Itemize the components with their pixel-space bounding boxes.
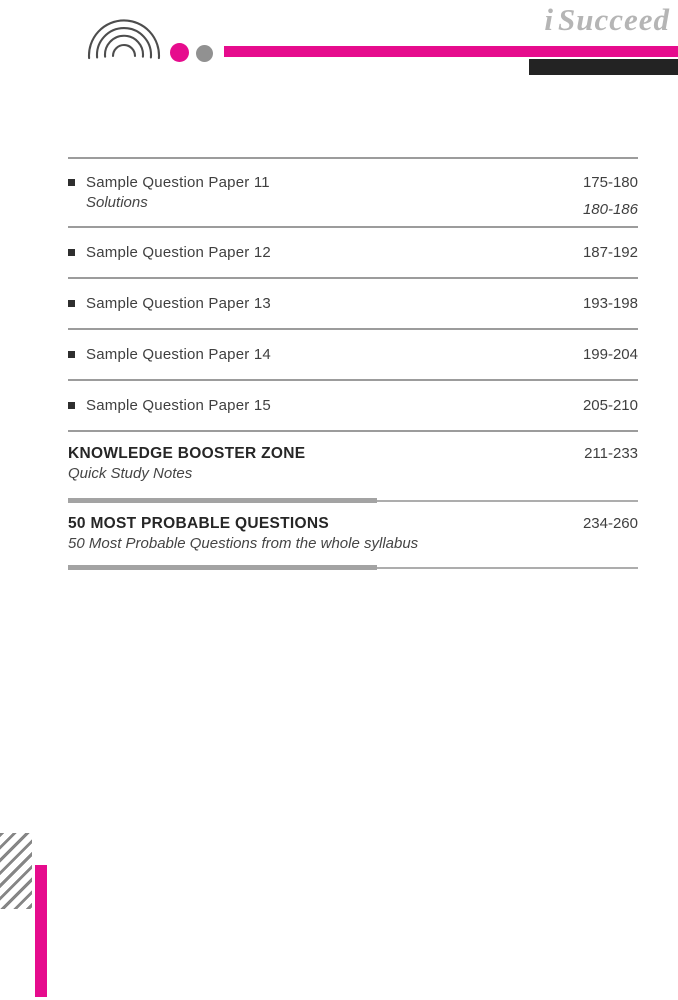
top-pink-bar <box>224 46 678 57</box>
entry-subtitle: Solutions <box>86 194 148 211</box>
entry-pages: 234-260 <box>582 515 638 532</box>
entry-pages: 175-180 <box>582 174 638 191</box>
toc-entry-50-most-probable-questions <box>68 503 638 565</box>
section-subtitle: Quick Study Notes <box>68 465 193 482</box>
toc-entry-paper-15 <box>68 381 638 430</box>
thick-divider-line <box>377 567 638 569</box>
brand-logo <box>544 2 670 38</box>
section-subtitle: 50 Most Probable Questions from the whole syllabus <box>68 535 419 552</box>
entry-subtitle-pages: 180-186 <box>582 201 638 218</box>
entry-title: Sample Question Paper 15 <box>86 397 271 414</box>
thick-divider-line <box>377 500 638 502</box>
thick-divider-bar <box>68 498 377 503</box>
toc-entry-paper-11 <box>68 159 638 226</box>
entry-pages: 205-210 <box>582 397 638 414</box>
entry-title: Sample Question Paper 14 <box>86 346 271 363</box>
toc-entry-knowledge-booster-zone <box>68 432 638 498</box>
table-of-contents <box>68 157 638 570</box>
square-bullet-icon <box>68 300 75 307</box>
square-bullet-icon <box>68 351 75 358</box>
gray-dot-icon <box>196 45 213 62</box>
thick-divider-bar <box>68 565 377 570</box>
toc-entry-paper-12 <box>68 228 638 277</box>
square-bullet-icon <box>68 402 75 409</box>
entry-pages: 199-204 <box>582 346 638 363</box>
concentric-arcs-icon <box>86 13 162 61</box>
brand-logo-i: i <box>544 2 554 37</box>
top-black-bar <box>529 59 678 75</box>
brand-logo-text: Succeed <box>557 2 670 37</box>
entry-pages: 211-233 <box>584 445 638 462</box>
toc-entry-paper-14 <box>68 330 638 379</box>
square-bullet-icon <box>68 249 75 256</box>
thick-divider <box>68 565 638 570</box>
entry-title: Sample Question Paper 12 <box>86 244 271 261</box>
entry-pages: 187-192 <box>582 244 638 261</box>
toc-entry-paper-13 <box>68 279 638 328</box>
section-title: 50 MOST PROBABLE QUESTIONS <box>68 515 329 532</box>
entry-title: Sample Question Paper 13 <box>86 295 271 312</box>
pink-dot-icon <box>170 43 189 62</box>
pink-vertical-bar <box>35 865 47 997</box>
section-title: KNOWLEDGE BOOSTER ZONE <box>68 445 306 462</box>
entry-pages: 193-198 <box>582 295 638 312</box>
square-bullet-icon <box>68 179 75 186</box>
entry-title: Sample Question Paper 11 <box>86 174 270 191</box>
diagonal-hatch-decoration <box>0 833 32 909</box>
